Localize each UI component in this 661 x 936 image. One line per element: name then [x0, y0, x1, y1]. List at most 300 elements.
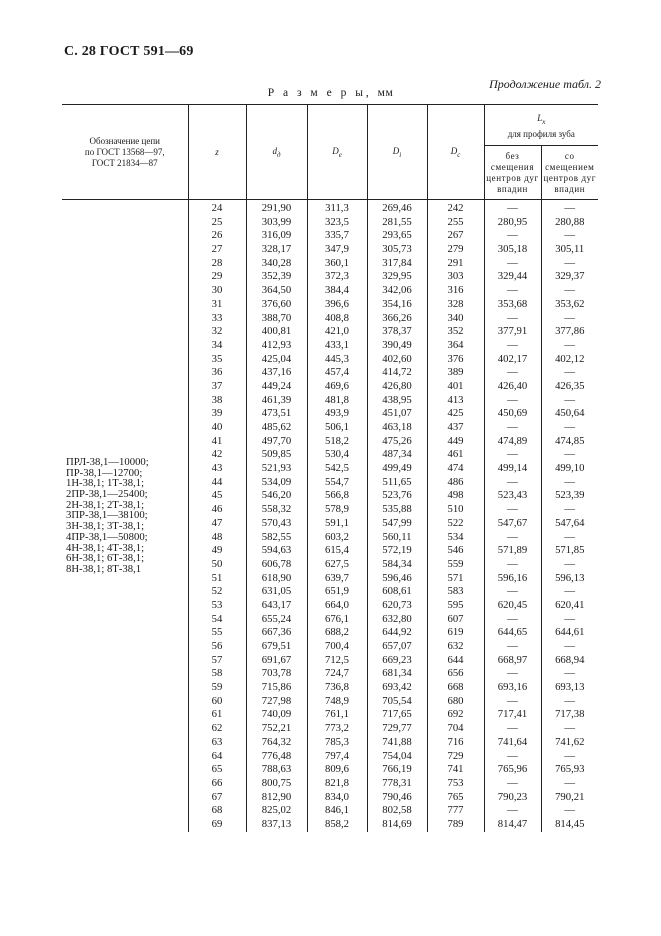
cell-lx-without-shift: 814,47 — [484, 818, 541, 832]
cell-dd: 497,70 — [246, 435, 307, 449]
cell-Dc: 242 — [427, 200, 484, 216]
cell-z: 43 — [188, 462, 246, 476]
cell-Di: 681,34 — [367, 667, 427, 681]
cell-lx-without-shift: 523,43 — [484, 489, 541, 503]
cell-lx-without-shift: — — [484, 503, 541, 517]
cell-Dc: 328 — [427, 298, 484, 312]
cell-dd: 727,98 — [246, 695, 307, 709]
cell-Di: 790,46 — [367, 791, 427, 805]
cell-De: 676,1 — [307, 613, 367, 627]
cell-dd: 582,55 — [246, 531, 307, 545]
cell-De: 542,5 — [307, 462, 367, 476]
cell-z: 52 — [188, 585, 246, 599]
cell-Di: 366,26 — [367, 312, 427, 326]
cell-De: 554,7 — [307, 476, 367, 490]
cell-lx-without-shift: — — [484, 366, 541, 380]
cell-dd: 655,24 — [246, 613, 307, 627]
sizes-unit: мм — [377, 87, 394, 99]
cell-Dc: 765 — [427, 791, 484, 805]
table-body — [62, 200, 598, 832]
chain-designation-line: 2Н-38,1; 2Т-38,1; — [66, 498, 145, 511]
cell-dd: 521,93 — [246, 462, 307, 476]
cell-dd: 740,09 — [246, 708, 307, 722]
cell-Di: 354,16 — [367, 298, 427, 312]
cell-lx-with-shift: 280,88 — [541, 216, 598, 230]
header-De-main: D — [332, 145, 339, 156]
header-without-shift — [484, 146, 541, 200]
cell-dd: 485,62 — [246, 421, 307, 435]
cell-Dc: 291 — [427, 257, 484, 271]
cell-z: 49 — [188, 544, 246, 558]
cell-lx-with-shift: 620,41 — [541, 599, 598, 613]
header-lx-sub: x — [542, 117, 546, 126]
cell-Di: 293,65 — [367, 229, 427, 243]
cell-De: 323,5 — [307, 216, 367, 230]
cell-dd: 594,63 — [246, 544, 307, 558]
cell-lx-with-shift: — — [541, 257, 598, 271]
cell-Dc: 352 — [427, 325, 484, 339]
cell-dd: 449,24 — [246, 380, 307, 394]
cell-Dc: 632 — [427, 640, 484, 654]
cell-Dc: 522 — [427, 517, 484, 531]
cell-lx-with-shift: 571,85 — [541, 544, 598, 558]
cell-De: 724,7 — [307, 667, 367, 681]
header-with-shift-line: со — [564, 150, 575, 161]
cell-Dc: 789 — [427, 818, 484, 832]
cell-dd: 715,86 — [246, 681, 307, 695]
cell-lx-with-shift: 426,35 — [541, 380, 598, 394]
cell-dd: 303,99 — [246, 216, 307, 230]
cell-lx-without-shift: — — [484, 394, 541, 408]
cell-z: 50 — [188, 558, 246, 572]
cell-z: 31 — [188, 298, 246, 312]
cell-Di: 414,72 — [367, 366, 427, 380]
cell-lx-with-shift: — — [541, 777, 598, 791]
cell-De: 518,2 — [307, 435, 367, 449]
cell-dd: 376,60 — [246, 298, 307, 312]
cell-Dc: 619 — [427, 626, 484, 640]
cell-lx-without-shift: — — [484, 722, 541, 736]
cell-lx-without-shift: — — [484, 777, 541, 791]
cell-De: 846,1 — [307, 804, 367, 818]
cell-dd: 825,02 — [246, 804, 307, 818]
cell-z: 41 — [188, 435, 246, 449]
cell-Dc: 534 — [427, 531, 484, 545]
cell-lx-without-shift: — — [484, 200, 541, 216]
cell-z: 46 — [188, 503, 246, 517]
cell-dd: 643,17 — [246, 599, 307, 613]
cell-lx-without-shift: — — [484, 421, 541, 435]
cell-Dc: 546 — [427, 544, 484, 558]
cell-De: 664,0 — [307, 599, 367, 613]
cell-Di: 778,31 — [367, 777, 427, 791]
cell-De: 421,0 — [307, 325, 367, 339]
header-De — [307, 105, 367, 200]
cell-lx-with-shift: — — [541, 750, 598, 764]
cell-lx-without-shift: — — [484, 476, 541, 490]
header-with-shift-line: впадин — [554, 183, 586, 194]
cell-lx-without-shift: — — [484, 750, 541, 764]
cell-De: 360,1 — [307, 257, 367, 271]
cell-z: 62 — [188, 722, 246, 736]
cell-z: 55 — [188, 626, 246, 640]
cell-De: 591,1 — [307, 517, 367, 531]
cell-Dc: 364 — [427, 339, 484, 353]
cell-De: 457,4 — [307, 366, 367, 380]
cell-dd: 461,39 — [246, 394, 307, 408]
cell-Di: 717,65 — [367, 708, 427, 722]
cell-Di: 426,80 — [367, 380, 427, 394]
cell-z: 54 — [188, 613, 246, 627]
header-with-shift — [541, 146, 598, 200]
cell-Dc: 425 — [427, 407, 484, 421]
header-Dc — [427, 105, 484, 200]
cell-lx-with-shift: — — [541, 558, 598, 572]
cell-lx-with-shift: 717,38 — [541, 708, 598, 722]
cell-z: 63 — [188, 736, 246, 750]
cell-lx-with-shift: 474,85 — [541, 435, 598, 449]
cell-dd: 388,70 — [246, 312, 307, 326]
cell-De: 372,3 — [307, 270, 367, 284]
cell-dd: 291,90 — [246, 200, 307, 216]
chain-designation-line: 4Н-38,1; 4Т-38,1; — [66, 541, 145, 554]
cell-z: 45 — [188, 489, 246, 503]
cell-dd: 352,39 — [246, 270, 307, 284]
cell-lx-with-shift: — — [541, 339, 598, 353]
cell-lx-with-shift: 596,13 — [541, 572, 598, 586]
cell-De: 651,9 — [307, 585, 367, 599]
cell-Dc: 486 — [427, 476, 484, 490]
cell-lx-without-shift: 499,14 — [484, 462, 541, 476]
cell-lx-without-shift: 353,68 — [484, 298, 541, 312]
cell-De: 797,4 — [307, 750, 367, 764]
header-without-shift-line: центров дуг — [486, 172, 539, 183]
cell-Di: 523,76 — [367, 489, 427, 503]
cell-z: 40 — [188, 421, 246, 435]
cell-De: 688,2 — [307, 626, 367, 640]
cell-Dc: 692 — [427, 708, 484, 722]
cell-lx-without-shift: 717,41 — [484, 708, 541, 722]
cell-z: 27 — [188, 243, 246, 257]
cell-z: 47 — [188, 517, 246, 531]
cell-dd: 340,28 — [246, 257, 307, 271]
cell-lx-without-shift: — — [484, 448, 541, 462]
cell-De: 445,3 — [307, 353, 367, 367]
cell-dd: 752,21 — [246, 722, 307, 736]
cell-lx-with-shift: — — [541, 448, 598, 462]
cell-Dc: 583 — [427, 585, 484, 599]
cell-Di: 705,54 — [367, 695, 427, 709]
cell-dd: 812,90 — [246, 791, 307, 805]
chain-designation-line: 3Н-38,1; 3Т-38,1; — [66, 520, 145, 533]
cell-lx-without-shift: — — [484, 558, 541, 572]
cell-dd: 800,75 — [246, 777, 307, 791]
cell-Dc: 571 — [427, 572, 484, 586]
cell-lx-without-shift: — — [484, 613, 541, 627]
cell-Dc: 777 — [427, 804, 484, 818]
cell-lx-without-shift: 620,45 — [484, 599, 541, 613]
cell-lx-without-shift: 377,91 — [484, 325, 541, 339]
chain-designation-line: ПРЛ-38,1—10000; — [66, 455, 149, 468]
cell-z: 25 — [188, 216, 246, 230]
cell-dd: 606,78 — [246, 558, 307, 572]
cell-Dc: 595 — [427, 599, 484, 613]
cell-De: 433,1 — [307, 339, 367, 353]
cell-z: 29 — [188, 270, 246, 284]
cell-lx-with-shift: — — [541, 722, 598, 736]
cell-dd: 776,48 — [246, 750, 307, 764]
page-header: С. 28 ГОСТ 591—69 — [64, 44, 194, 59]
cell-lx-with-shift: — — [541, 366, 598, 380]
cell-lx-with-shift: — — [541, 613, 598, 627]
cell-lx-without-shift: 741,64 — [484, 736, 541, 750]
cell-lx-with-shift: 790,21 — [541, 791, 598, 805]
cell-lx-without-shift: — — [484, 585, 541, 599]
cell-Di: 281,55 — [367, 216, 427, 230]
cell-z: 53 — [188, 599, 246, 613]
cell-Di: 511,65 — [367, 476, 427, 490]
cell-z: 42 — [188, 448, 246, 462]
cell-Di: 269,46 — [367, 200, 427, 216]
cell-dd: 618,90 — [246, 572, 307, 586]
cell-De: 481,8 — [307, 394, 367, 408]
header-without-shift-line: без — [505, 150, 520, 161]
cell-De: 858,2 — [307, 818, 367, 832]
cell-lx-without-shift: — — [484, 695, 541, 709]
cell-z: 61 — [188, 708, 246, 722]
chain-designation-line: 2ПР-38,1—25400; — [66, 488, 148, 501]
cell-z: 67 — [188, 791, 246, 805]
cell-lx-with-shift: — — [541, 503, 598, 517]
cell-lx-with-shift: — — [541, 312, 598, 326]
cell-z: 24 — [188, 200, 246, 216]
header-Di-sub: i — [399, 150, 402, 159]
cell-lx-with-shift: 668,94 — [541, 654, 598, 668]
cell-Di: 305,73 — [367, 243, 427, 257]
cell-De: 712,5 — [307, 654, 367, 668]
cell-dd: 534,09 — [246, 476, 307, 490]
chain-designation-line: 6Н-38,1; 6Т-38,1; — [66, 552, 145, 565]
cell-lx-with-shift: — — [541, 421, 598, 435]
cell-Di: 729,77 — [367, 722, 427, 736]
cell-De: 469,6 — [307, 380, 367, 394]
cell-lx-without-shift: 765,96 — [484, 763, 541, 777]
cell-dd: 437,16 — [246, 366, 307, 380]
cell-Dc: 376 — [427, 353, 484, 367]
cell-z: 35 — [188, 353, 246, 367]
cell-lx-with-shift: — — [541, 284, 598, 298]
cell-Di: 802,58 — [367, 804, 427, 818]
cell-lx-with-shift: 353,62 — [541, 298, 598, 312]
cell-De: 603,2 — [307, 531, 367, 545]
cell-z: 68 — [188, 804, 246, 818]
cell-Di: 499,49 — [367, 462, 427, 476]
cell-Dc: 413 — [427, 394, 484, 408]
cell-De: 700,4 — [307, 640, 367, 654]
cell-De: 821,8 — [307, 777, 367, 791]
cell-dd: 788,63 — [246, 763, 307, 777]
sizes-label: Р а з м е р ы, — [267, 87, 372, 99]
cell-De: 578,9 — [307, 503, 367, 517]
header-designation-line: ГОСТ 21834—87 — [91, 157, 158, 168]
cell-lx-without-shift: — — [484, 229, 541, 243]
cell-lx-without-shift: 426,40 — [484, 380, 541, 394]
cell-dd: 400,81 — [246, 325, 307, 339]
dimensions-table — [62, 104, 598, 832]
cell-dd: 425,04 — [246, 353, 307, 367]
header-lx-main: L — [537, 113, 543, 124]
cell-De: 347,9 — [307, 243, 367, 257]
cell-Dc: 644 — [427, 654, 484, 668]
cell-z: 37 — [188, 380, 246, 394]
cell-Di: 329,95 — [367, 270, 427, 284]
cell-lx-without-shift: 280,95 — [484, 216, 541, 230]
header-designation-line: Обозначение цепи — [89, 135, 160, 146]
cell-Dc: 401 — [427, 380, 484, 394]
cell-Di: 402,60 — [367, 353, 427, 367]
cell-De: 408,8 — [307, 312, 367, 326]
cell-z: 34 — [188, 339, 246, 353]
cell-Di: 620,73 — [367, 599, 427, 613]
cell-lx-with-shift: 305,11 — [541, 243, 598, 257]
cell-lx-with-shift: 741,62 — [541, 736, 598, 750]
header-without-shift-line: смещения — [490, 161, 535, 172]
cell-lx-with-shift: — — [541, 229, 598, 243]
cell-dd: 509,85 — [246, 448, 307, 462]
cell-De: 566,8 — [307, 489, 367, 503]
cell-dd: 570,43 — [246, 517, 307, 531]
cell-lx-without-shift: 547,67 — [484, 517, 541, 531]
cell-dd: 473,51 — [246, 407, 307, 421]
header-designation — [62, 105, 188, 200]
cell-dd: 631,05 — [246, 585, 307, 599]
cell-dd: 412,93 — [246, 339, 307, 353]
cell-lx-without-shift: 402,17 — [484, 353, 541, 367]
cell-lx-with-shift: 329,37 — [541, 270, 598, 284]
header-with-shift-line: смещением — [545, 161, 595, 172]
cell-lx-without-shift: — — [484, 804, 541, 818]
cell-Di: 657,07 — [367, 640, 427, 654]
cell-lx-without-shift: — — [484, 284, 541, 298]
table-row — [62, 200, 598, 216]
cell-De: 748,9 — [307, 695, 367, 709]
cell-lx-without-shift: 790,23 — [484, 791, 541, 805]
cell-z: 28 — [188, 257, 246, 271]
cell-lx-without-shift: 305,18 — [484, 243, 541, 257]
header-Di — [367, 105, 427, 200]
cell-Dc: 316 — [427, 284, 484, 298]
cell-z: 56 — [188, 640, 246, 654]
header-Dc-main: D — [450, 145, 458, 156]
cell-z: 66 — [188, 777, 246, 791]
cell-Di: 766,19 — [367, 763, 427, 777]
cell-lx-with-shift: 450,64 — [541, 407, 598, 421]
cell-lx-without-shift: 693,16 — [484, 681, 541, 695]
header-dd-sub: д — [276, 150, 281, 159]
cell-lx-with-shift: — — [541, 667, 598, 681]
cell-Dc: 474 — [427, 462, 484, 476]
cell-dd: 703,78 — [246, 667, 307, 681]
cell-Di: 608,61 — [367, 585, 427, 599]
cell-Dc: 510 — [427, 503, 484, 517]
chain-designation-cell — [62, 200, 188, 832]
cell-De: 809,6 — [307, 763, 367, 777]
cell-lx-without-shift: — — [484, 531, 541, 545]
cell-dd: 837,13 — [246, 818, 307, 832]
cell-dd: 691,67 — [246, 654, 307, 668]
cell-lx-with-shift: 765,93 — [541, 763, 598, 777]
cell-Di: 451,07 — [367, 407, 427, 421]
cell-z: 69 — [188, 818, 246, 832]
cell-lx-with-shift: — — [541, 640, 598, 654]
cell-lx-without-shift: 596,16 — [484, 572, 541, 586]
cell-Di: 814,69 — [367, 818, 427, 832]
cell-z: 58 — [188, 667, 246, 681]
table-continuation-note: Продолжение табл. 2 — [489, 77, 601, 91]
cell-dd: 328,17 — [246, 243, 307, 257]
cell-z: 57 — [188, 654, 246, 668]
cell-Di: 475,26 — [367, 435, 427, 449]
cell-dd: 764,32 — [246, 736, 307, 750]
cell-De: 773,2 — [307, 722, 367, 736]
cell-Di: 693,42 — [367, 681, 427, 695]
cell-Di: 535,88 — [367, 503, 427, 517]
cell-z: 39 — [188, 407, 246, 421]
cell-z: 26 — [188, 229, 246, 243]
sizes-caption — [0, 87, 661, 99]
cell-lx-with-shift: 814,45 — [541, 818, 598, 832]
cell-Dc: 303 — [427, 270, 484, 284]
cell-De: 335,7 — [307, 229, 367, 243]
header-De-sub: e — [338, 150, 342, 159]
cell-z: 36 — [188, 366, 246, 380]
cell-z: 48 — [188, 531, 246, 545]
cell-lx-without-shift: — — [484, 640, 541, 654]
cell-De: 627,5 — [307, 558, 367, 572]
header-dd — [246, 105, 307, 200]
cell-lx-with-shift: — — [541, 394, 598, 408]
cell-Di: 463,18 — [367, 421, 427, 435]
cell-lx-with-shift: 499,10 — [541, 462, 598, 476]
header-lx-symbol — [485, 112, 599, 128]
chain-designation-line: 1Н-38,1; 1Т-38,1; — [66, 477, 145, 490]
cell-lx-with-shift: — — [541, 585, 598, 599]
cell-z: 51 — [188, 572, 246, 586]
cell-Dc: 753 — [427, 777, 484, 791]
cell-lx-with-shift: — — [541, 200, 598, 216]
cell-Di: 596,46 — [367, 572, 427, 586]
cell-Dc: 716 — [427, 736, 484, 750]
cell-z: 60 — [188, 695, 246, 709]
cell-De: 493,9 — [307, 407, 367, 421]
cell-Di: 754,04 — [367, 750, 427, 764]
header-lx — [484, 105, 598, 146]
cell-Di: 342,06 — [367, 284, 427, 298]
cell-Dc: 741 — [427, 763, 484, 777]
header-lx-caption: для профиля зуба — [507, 128, 575, 139]
cell-Di: 547,99 — [367, 517, 427, 531]
cell-lx-without-shift: 474,89 — [484, 435, 541, 449]
chain-designation-line: ПР-38,1—12700; — [66, 466, 143, 479]
cell-Di: 487,34 — [367, 448, 427, 462]
cell-lx-without-shift: 571,89 — [484, 544, 541, 558]
cell-De: 384,4 — [307, 284, 367, 298]
cell-lx-with-shift: — — [541, 804, 598, 818]
cell-Dc: 656 — [427, 667, 484, 681]
cell-lx-with-shift: 377,86 — [541, 325, 598, 339]
cell-lx-with-shift: — — [541, 531, 598, 545]
cell-Dc: 729 — [427, 750, 484, 764]
